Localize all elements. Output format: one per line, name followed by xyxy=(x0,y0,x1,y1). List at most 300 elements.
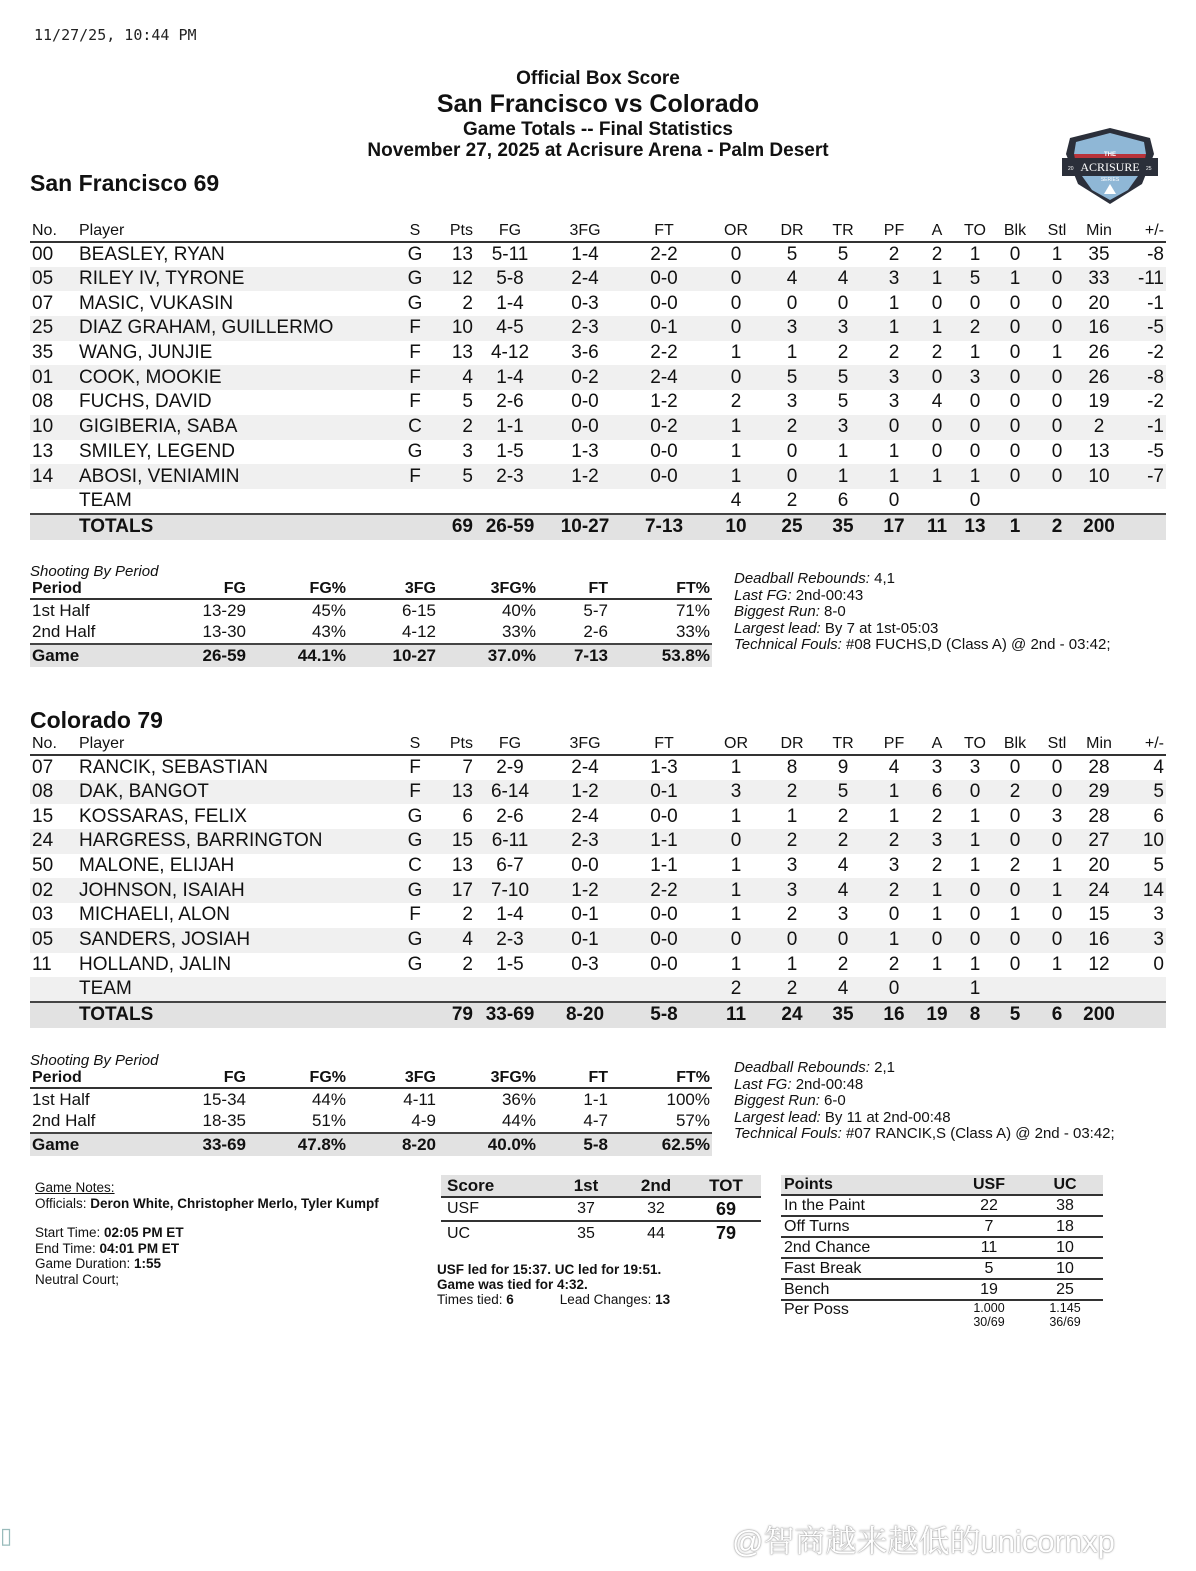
player-to: 0 xyxy=(969,391,981,413)
player-or: 0 xyxy=(703,928,769,953)
col-header-tr: TR xyxy=(815,733,871,755)
player-dr: 2 xyxy=(786,904,798,926)
note-value: #07 RANCIK,S (Class A) @ 2nd - 03:42; xyxy=(841,1125,1115,1142)
player-assists: 0 xyxy=(917,415,957,440)
player-dr: 2 xyxy=(769,829,815,854)
player-points: 17 xyxy=(433,878,475,903)
shooting-cell: 40.0% xyxy=(438,1133,538,1156)
player-stl: 0 xyxy=(1037,928,1077,953)
lead-info xyxy=(437,1262,670,1307)
player-points: 2 xyxy=(433,415,475,440)
player-row xyxy=(30,780,1166,805)
print-timestamp: 11/27/25, 10:44 PM xyxy=(34,26,197,44)
player-tr: 9 xyxy=(837,756,849,778)
player-blk: 0 xyxy=(993,878,1037,903)
player-min: 33 xyxy=(1077,267,1121,292)
shooting-header: FT% xyxy=(610,1069,712,1088)
player-min: 15 xyxy=(1088,904,1110,926)
player-position xyxy=(397,977,433,1002)
broken-image-icon: ▯ xyxy=(0,1523,13,1548)
player-player: MALONE, ELIJAH xyxy=(79,855,235,877)
player-or: 1 xyxy=(703,878,769,903)
player-row xyxy=(30,928,1166,953)
col-header-3fg: 3FG xyxy=(545,733,625,755)
col-header-points: Pts xyxy=(433,733,475,755)
player-plus-minus: 3 xyxy=(1153,904,1164,926)
total-pf: 17 xyxy=(871,514,917,540)
score-team: USF xyxy=(441,1197,551,1221)
player-tr: 1 xyxy=(837,440,849,462)
team-note xyxy=(734,571,1111,588)
player-dr: 0 xyxy=(769,464,815,489)
player-row xyxy=(30,854,1166,879)
player-tr: 3 xyxy=(815,316,871,341)
player-3fg: 0-0 xyxy=(545,415,625,440)
shooting-cell: 4-11 xyxy=(403,1089,436,1109)
player-assists: 4 xyxy=(931,391,943,413)
player-pf: 2 xyxy=(888,953,900,975)
note-value: 2nd-00:43 xyxy=(791,586,864,604)
player-number: 07 xyxy=(32,756,54,778)
player-row xyxy=(30,267,1166,292)
col-header-plus-minus: +/- xyxy=(1121,733,1166,755)
player-or: 1 xyxy=(730,440,742,462)
col-header-assists: A xyxy=(917,733,957,755)
player-ft: 0-0 xyxy=(625,267,703,292)
team-notes-colorado xyxy=(734,1060,1115,1143)
player-blk: 0 xyxy=(1009,391,1021,413)
shooting-cell: 13-30 xyxy=(202,622,246,642)
player-position: G xyxy=(397,829,433,854)
player-stl: 0 xyxy=(1037,316,1077,341)
player-points: 13 xyxy=(433,780,475,805)
player-position: G xyxy=(407,805,423,827)
player-min: 29 xyxy=(1077,780,1121,805)
player-points: 13 xyxy=(451,243,473,265)
player-dr: 2 xyxy=(769,780,815,805)
player-player: MASIC, VUKASIN xyxy=(79,292,234,314)
player-stl: 0 xyxy=(1037,267,1077,292)
player-to: 0 xyxy=(957,878,993,903)
player-number: 14 xyxy=(30,464,77,489)
player-plus-minus xyxy=(1121,977,1166,1002)
shooting-header: 3FG% xyxy=(438,1069,538,1088)
player-row xyxy=(30,390,1166,415)
player-number: 07 xyxy=(32,292,54,314)
player-number: 15 xyxy=(32,805,54,827)
score-1st: 37 xyxy=(551,1197,621,1221)
col-header-position: S xyxy=(397,733,433,755)
shooting-cell: 33% xyxy=(675,622,710,642)
col-header-player: Player xyxy=(77,220,397,242)
note-value: 6-0 xyxy=(819,1092,846,1109)
player-or: 0 xyxy=(703,829,769,854)
points-header: USF xyxy=(951,1175,1027,1195)
player-assists: 1 xyxy=(931,904,943,926)
player-to: 1 xyxy=(969,953,981,975)
player-plus-minus: -5 xyxy=(1147,440,1164,462)
shooting-cell: 1-1 xyxy=(583,1089,608,1109)
player-tr: 5 xyxy=(837,391,849,413)
player-position: G xyxy=(407,440,423,462)
total-fg: 26-59 xyxy=(475,514,545,540)
shooting-header: Period xyxy=(30,580,160,599)
player-dr: 5 xyxy=(786,243,798,265)
player-blk: 1 xyxy=(993,267,1037,292)
total-points: 69 xyxy=(433,514,475,540)
player-assists xyxy=(917,977,957,1002)
player-ft: 0-1 xyxy=(625,316,703,341)
player-or: 1 xyxy=(730,904,742,926)
player-position: F xyxy=(409,391,421,413)
player-3fg: 1-4 xyxy=(571,243,599,265)
points-row xyxy=(781,1216,1103,1237)
per-poss-usf-sub: 30/69 xyxy=(973,1315,1005,1329)
shooting-cell: 6-15 xyxy=(401,600,436,620)
player-tr: 1 xyxy=(815,464,871,489)
total-or: 10 xyxy=(703,514,769,540)
col-header-stl: Stl xyxy=(1037,220,1077,242)
total-stl: 2 xyxy=(1037,514,1077,540)
player-ft: 2-2 xyxy=(650,342,678,364)
player-3fg: 0-3 xyxy=(571,953,599,975)
total-to: 8 xyxy=(957,1002,993,1028)
player-blk xyxy=(993,977,1037,1002)
start-time-label: Start Time: xyxy=(35,1225,105,1240)
player-fg: 2-3 xyxy=(475,928,545,953)
player-dr: 5 xyxy=(769,365,815,390)
points-row xyxy=(781,1237,1103,1258)
col-header-to: TO xyxy=(957,220,993,242)
shooting-header: FG xyxy=(160,1069,248,1088)
player-min xyxy=(1077,977,1121,1002)
note-value: By 7 at 1st-05:03 xyxy=(820,619,939,637)
player-plus-minus: -7 xyxy=(1121,464,1166,489)
player-to: 0 xyxy=(969,292,981,314)
lead-times: USF led for 15:37. UC led for 19:51. xyxy=(437,1262,662,1277)
player-row xyxy=(30,341,1166,366)
shooting-cell: 33% xyxy=(501,622,536,642)
acrisure-series-logo xyxy=(1058,124,1162,206)
note-label: Technical Fouls: xyxy=(734,1125,842,1142)
player-or: 0 xyxy=(703,267,769,292)
svg-text:ACRISURE: ACRISURE xyxy=(1080,160,1140,174)
player-pf: 1 xyxy=(888,440,900,462)
player-number: 50 xyxy=(32,855,54,877)
player-points xyxy=(433,977,475,1002)
player-stl: 0 xyxy=(1037,365,1077,390)
team-title-colorado: Colorado 79 xyxy=(30,707,163,733)
player-player: RILEY IV, TYRONE xyxy=(77,267,397,292)
player-dr: 1 xyxy=(786,342,798,364)
note-value: By 11 at 2nd-00:48 xyxy=(820,1108,951,1126)
player-number xyxy=(30,489,77,514)
end-time: 04:01 PM ET xyxy=(99,1240,180,1256)
player-position: F xyxy=(409,756,421,778)
player-min: 2 xyxy=(1077,415,1121,440)
points-cell: 10 xyxy=(1027,1258,1103,1279)
player-to: 0 xyxy=(957,928,993,953)
officials: Deron White, Christopher Merlo, Tyler Kumpf xyxy=(90,1195,379,1211)
game-notes xyxy=(35,1180,379,1287)
player-tr: 2 xyxy=(837,805,849,827)
note-value: #08 FUCHS,D (Class A) @ 2nd - 03:42; xyxy=(841,636,1111,653)
stats-type: Game Totals -- Final Statistics xyxy=(463,118,733,140)
player-stl: 0 xyxy=(1037,829,1077,854)
player-number: 02 xyxy=(30,878,77,903)
player-dr: 4 xyxy=(769,267,815,292)
player-plus-minus: -2 xyxy=(1147,391,1164,413)
player-dr: 1 xyxy=(786,805,798,827)
svg-text:SERIES: SERIES xyxy=(1100,177,1120,183)
player-fg: 1-4 xyxy=(475,365,545,390)
player-fg xyxy=(475,977,545,1002)
points-cell: 25 xyxy=(1027,1279,1103,1300)
player-to: 0 xyxy=(957,415,993,440)
totals-row xyxy=(30,1002,1166,1028)
total-assists: 19 xyxy=(917,1002,957,1028)
player-fg: 1-4 xyxy=(496,292,524,314)
player-ft xyxy=(625,977,703,1002)
col-header-fg: FG xyxy=(475,220,545,242)
player-position: G xyxy=(407,243,423,265)
player-points: 15 xyxy=(433,829,475,854)
player-tr: 5 xyxy=(815,780,871,805)
total-blk: 1 xyxy=(993,514,1037,540)
player-player: WANG, JUNJIE xyxy=(79,342,213,364)
points-cell: In the Paint xyxy=(781,1195,951,1216)
box-score-table-colorado xyxy=(30,733,1166,1028)
player-3fg: 3-6 xyxy=(571,342,599,364)
player-number: 03 xyxy=(32,904,54,926)
player-to: 2 xyxy=(957,316,993,341)
player-fg: 1-5 xyxy=(496,440,524,462)
player-fg: 4-5 xyxy=(475,316,545,341)
player-min: 12 xyxy=(1088,953,1110,975)
player-plus-minus: 4 xyxy=(1153,756,1164,778)
player-ft: 0-2 xyxy=(625,415,703,440)
shooting-cell: 36% xyxy=(501,1089,536,1109)
player-min: 10 xyxy=(1077,464,1121,489)
shooting-cell: 47.8% xyxy=(248,1133,348,1156)
player-plus-minus: -8 xyxy=(1121,365,1166,390)
col-header-pf: PF xyxy=(871,733,917,755)
player-assists: 0 xyxy=(917,365,957,390)
player-blk: 0 xyxy=(1009,292,1021,314)
per-poss-label: Per Poss xyxy=(784,1301,849,1318)
player-fg: 7-10 xyxy=(475,878,545,903)
total-3fg: 10-27 xyxy=(545,514,625,540)
player-assists: 1 xyxy=(917,878,957,903)
player-position: F xyxy=(397,464,433,489)
player-player: MICHAELI, ALON xyxy=(79,904,230,926)
player-ft: 0-0 xyxy=(650,805,678,827)
shooting-cell: 26-59 xyxy=(160,644,248,667)
player-ft: 1-1 xyxy=(625,829,703,854)
player-points: 2 xyxy=(462,953,473,975)
col-header-number: No. xyxy=(30,733,77,755)
total-min: 200 xyxy=(1077,514,1121,540)
player-tr: 0 xyxy=(815,928,871,953)
shooting-header: Period xyxy=(30,1069,160,1088)
shooting-cell: 13-29 xyxy=(202,600,246,620)
player-position: G xyxy=(397,928,433,953)
player-points: 6 xyxy=(462,805,473,827)
player-3fg: 2-3 xyxy=(545,829,625,854)
player-blk: 0 xyxy=(1009,756,1021,778)
player-points: 13 xyxy=(451,342,473,364)
player-pf: 3 xyxy=(871,365,917,390)
shooting-caption: Shooting By Period xyxy=(30,563,159,580)
score-total: 79 xyxy=(715,1223,737,1243)
player-player: JOHNSON, ISAIAH xyxy=(77,878,397,903)
col-header-ft: FT xyxy=(625,220,703,242)
player-assists: 3 xyxy=(917,829,957,854)
player-player: GIGIBERIA, SABA xyxy=(77,415,397,440)
svg-text:20: 20 xyxy=(1068,166,1074,172)
player-or: 1 xyxy=(730,756,742,778)
totals-row xyxy=(30,514,1166,540)
shooting-cell: 100% xyxy=(666,1089,710,1109)
team-notes-san-francisco xyxy=(734,571,1111,654)
player-assists: 0 xyxy=(931,440,943,462)
note-label: Last FG: xyxy=(734,586,792,604)
player-row xyxy=(30,755,1166,780)
player-min: 26 xyxy=(1088,342,1110,364)
player-min: 16 xyxy=(1077,928,1121,953)
svg-text:25: 25 xyxy=(1146,166,1152,172)
shooting-row xyxy=(30,1111,712,1134)
lead-changes: 13 xyxy=(655,1292,671,1307)
total-to: 13 xyxy=(957,514,993,540)
points-row xyxy=(781,1258,1103,1279)
svg-text:THE: THE xyxy=(1104,152,1116,158)
shooting-header: 3FG xyxy=(348,580,438,599)
player-player: TEAM xyxy=(79,489,132,511)
player-assists: 1 xyxy=(917,316,957,341)
officials-label: Officials: xyxy=(35,1195,91,1211)
player-pf: 0 xyxy=(871,977,917,1002)
player-stl: 0 xyxy=(1051,904,1063,926)
player-stl xyxy=(1037,489,1077,514)
col-header-min: Min xyxy=(1077,220,1121,242)
player-tr: 4 xyxy=(815,878,871,903)
player-or: 2 xyxy=(703,977,769,1002)
player-blk: 0 xyxy=(1009,243,1021,265)
points-cell: 5 xyxy=(951,1258,1027,1279)
player-position: C xyxy=(397,415,433,440)
note-label: Largest lead: xyxy=(734,1108,821,1126)
player-3fg: 0-1 xyxy=(571,904,599,926)
player-position: F xyxy=(409,342,421,364)
times-tied: 6 xyxy=(506,1292,514,1307)
player-fg: 1-4 xyxy=(496,904,524,926)
player-points: 7 xyxy=(462,756,473,778)
shooting-cell: 57% xyxy=(675,1111,710,1131)
player-tr: 6 xyxy=(837,489,849,511)
note-label: Deadball Rebounds: xyxy=(734,570,870,587)
player-min: 13 xyxy=(1088,440,1110,462)
shooting-cell: 53.8% xyxy=(610,644,712,667)
shooting-header: FT% xyxy=(610,580,712,599)
total-assists: 11 xyxy=(917,514,957,540)
player-points: 2 xyxy=(462,904,473,926)
shooting-cell: 44.1% xyxy=(248,644,348,667)
total-position xyxy=(397,1002,433,1028)
tied-time: Game was tied for 4:32. xyxy=(437,1277,588,1292)
total-blk: 5 xyxy=(993,1002,1037,1028)
player-number: 35 xyxy=(32,342,54,364)
player-fg: 5-8 xyxy=(475,267,545,292)
shooting-cell: Game xyxy=(30,644,160,667)
player-number: 01 xyxy=(30,365,77,390)
points-row xyxy=(781,1195,1103,1216)
score-2nd: 44 xyxy=(647,1224,665,1242)
player-fg xyxy=(475,489,545,514)
col-header-or: OR xyxy=(703,220,769,242)
player-position: F xyxy=(397,316,433,341)
player-stl: 3 xyxy=(1051,805,1063,827)
total-fg: 33-69 xyxy=(475,1002,545,1028)
player-stl: 0 xyxy=(1051,292,1063,314)
player-number xyxy=(30,977,77,1002)
player-3fg: 0-0 xyxy=(571,391,599,413)
note-label: Deadball Rebounds: xyxy=(734,1059,870,1076)
shooting-cell: 62.5% xyxy=(610,1133,712,1156)
player-player: KOSSARAS, FELIX xyxy=(79,805,247,827)
player-plus-minus: -2 xyxy=(1147,342,1164,364)
player-points: 5 xyxy=(462,391,473,413)
player-to: 0 xyxy=(957,780,993,805)
shooting-cell: 5-7 xyxy=(583,600,608,620)
player-tr: 2 xyxy=(815,829,871,854)
player-position: F xyxy=(409,904,421,926)
shooting-cell: Game xyxy=(30,1133,160,1156)
col-header-blk: Blk xyxy=(993,220,1037,242)
player-plus-minus: 14 xyxy=(1121,878,1166,903)
player-pf: 3 xyxy=(888,391,900,413)
total-number xyxy=(30,514,77,540)
player-dr: 3 xyxy=(786,391,798,413)
points-cell: 11 xyxy=(951,1237,1027,1258)
team-note xyxy=(734,1060,1115,1077)
player-pf: 0 xyxy=(888,904,900,926)
shooting-cell: 2nd Half xyxy=(32,622,96,642)
shooting-header: FT xyxy=(538,580,610,599)
player-dr: 2 xyxy=(769,977,815,1002)
team-note xyxy=(734,1126,1115,1143)
shooting-header: 3FG% xyxy=(438,580,538,599)
total-dr: 24 xyxy=(769,1002,815,1028)
player-or: 1 xyxy=(730,805,742,827)
player-blk: 0 xyxy=(993,316,1037,341)
team-note xyxy=(734,1110,1115,1127)
player-to: 1 xyxy=(957,829,993,854)
col-header-position: S xyxy=(397,220,433,242)
col-header-points: Pts xyxy=(433,220,475,242)
player-to: 1 xyxy=(969,855,981,877)
player-pf: 1 xyxy=(871,316,917,341)
player-stl: 1 xyxy=(1051,243,1063,265)
player-min: 27 xyxy=(1077,829,1121,854)
player-row xyxy=(30,415,1166,440)
note-label: Largest lead: xyxy=(734,619,821,637)
player-stl xyxy=(1037,977,1077,1002)
player-ft: 2-4 xyxy=(625,365,703,390)
player-player: BEASLEY, RYAN xyxy=(79,243,225,265)
player-3fg: 2-3 xyxy=(545,316,625,341)
score-header: 1st xyxy=(551,1175,621,1197)
